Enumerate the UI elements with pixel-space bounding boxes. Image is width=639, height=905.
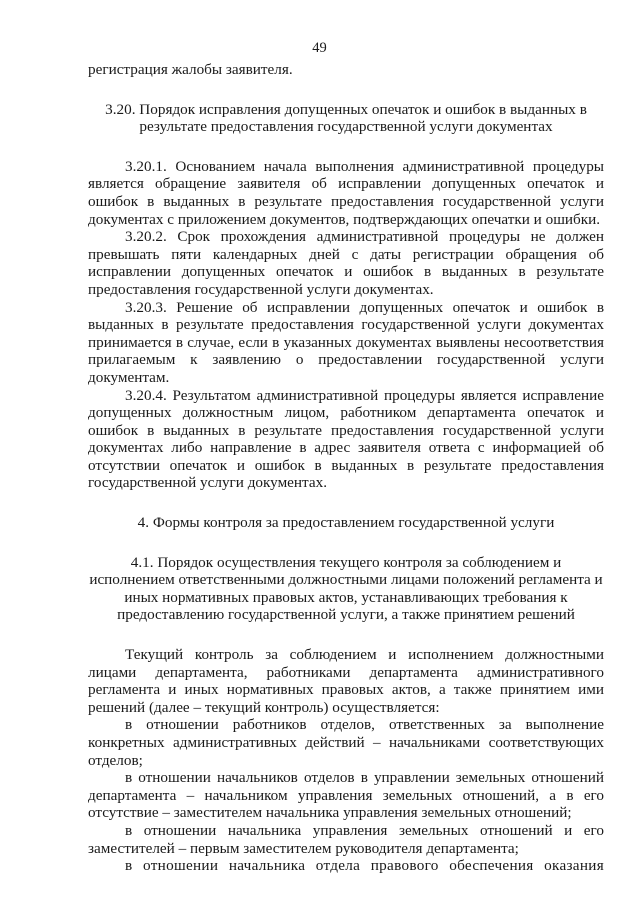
paragraph-current-control: Текущий контроль за соблюдением и исполнением должностными лицами департамента, работниками департамента административного регламента и иных нормативных правовых актов, а также принятием ими решений (далее – текущий контроль) осуществляется:: [88, 646, 604, 716]
paragraph-list-item: в отношении начальника управления земельных отношений и его заместителей – первым заместителем руководителя департамента;: [88, 821, 604, 857]
paragraph-list-item: в отношении работников отделов, ответственных за выполнение конкретных административных действий – начальниками соответствующих отделов;: [88, 716, 604, 769]
paragraph-list-item-cut: в отношении начальника отдела правового обеспечения оказания: [125, 857, 604, 875]
continuation-line: регистрация жалобы заявителя.: [88, 61, 293, 78]
document-body: [88, 61, 604, 875]
paragraph-list-item: в отношении начальников отделов в управлении земельных отношений департамента – начальником управления земельных отношений, а в его отсутствие – заместителем начальника управления земельных отношений;: [88, 769, 604, 822]
section-3-20-items: [88, 158, 604, 492]
section-4-1-heading: 4.1. Порядок осуществления текущего контроля за соблюдением и исполнением ответственными должностными лицами положений регламента и иных нормативных правовых актов, устанавливающих требования к предоставлению государственной услуги, а также принятием решений: [89, 553, 603, 624]
section-4-heading: 4. Формы контроля за предоставлением государственной услуги: [137, 514, 555, 532]
item-3-20-2: 3.20.2. Срок прохождения административной процедуры не должен превышать пяти календарных дней с даты регистрации обращения об исправлении допущенных опечаток и ошибок в выданных в результате предоставления государственной услуги документах.: [88, 228, 604, 298]
item-3-20-1: 3.20.1. Основанием начала выполнения административной процедуры является обращение заявителя об исправлении допущенных опечаток и ошибок в выданных в результате предоставления государственной услуги документах с приложением документов, подтверждающих опечатки и ошибки.: [88, 157, 604, 228]
item-3-20-4: 3.20.4. Результатом административной процедуры является исправление допущенных должностным лицом, работником департамента опечаток и ошибок в выданных в результате предоставления государственной услуги документах либо направление в адрес заявителя ответа с информацией об отсутствии опечаток и ошибок в выданных в результате предоставления государственной услуги документах.: [88, 386, 604, 492]
section-3-20-heading: 3.20. Порядок исправления допущенных опечаток и ошибок в выданных в результате предоставления государственной услуги документах: [105, 100, 587, 136]
page-number: 49: [312, 40, 327, 56]
item-3-20-3: 3.20.3. Решение об исправлении допущенных опечаток и ошибок в выданных в результате предоставления государственной услуги документах принимается в случае, если в указанных документах выявлены несоответствия прилагаемым к заявлению о предоставлении государственной услуги документам.: [88, 298, 604, 386]
section-4-1-body: [88, 646, 604, 875]
